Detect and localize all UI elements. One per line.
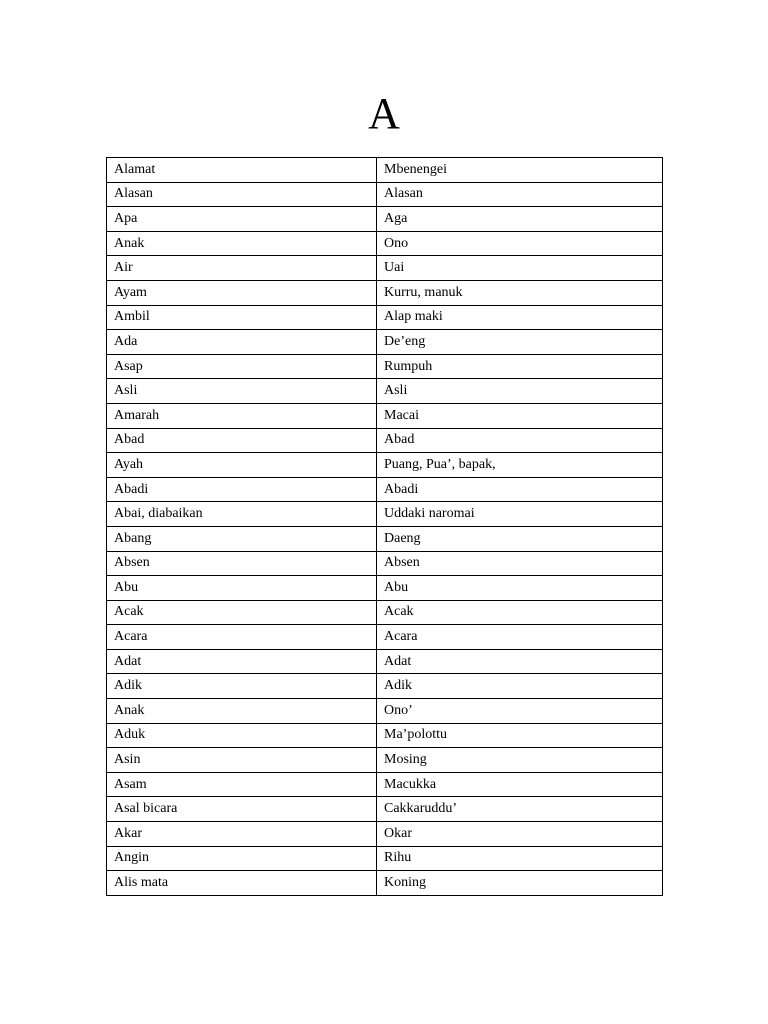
table-row	[107, 182, 663, 207]
table-row	[107, 600, 663, 625]
word-cell: Angin	[107, 846, 377, 871]
table-row	[107, 256, 663, 281]
word-cell: Abang	[107, 526, 377, 551]
word-cell: Adik	[107, 674, 377, 699]
word-cell: Asli	[107, 379, 377, 404]
table-row	[107, 231, 663, 256]
table-row	[107, 379, 663, 404]
table-row	[107, 625, 663, 650]
translation-cell: Uddaki naromai	[377, 502, 663, 527]
table-row	[107, 748, 663, 773]
word-cell: Abadi	[107, 477, 377, 502]
word-cell: Abai, diabaikan	[107, 502, 377, 527]
table-row	[107, 453, 663, 478]
translation-cell: Kurru, manuk	[377, 280, 663, 305]
word-cell: Alamat	[107, 158, 377, 183]
translation-cell: Abadi	[377, 477, 663, 502]
word-cell: Abu	[107, 576, 377, 601]
table-row	[107, 158, 663, 183]
page-heading: A	[368, 89, 400, 138]
translation-cell: Macukka	[377, 772, 663, 797]
table-row	[107, 822, 663, 847]
translation-cell: Acak	[377, 600, 663, 625]
table-row	[107, 526, 663, 551]
word-cell: Asap	[107, 354, 377, 379]
table-row	[107, 330, 663, 355]
translation-cell: Alap maki	[377, 305, 663, 330]
word-cell: Aduk	[107, 723, 377, 748]
word-cell: Asam	[107, 772, 377, 797]
table-row	[107, 477, 663, 502]
table-row	[107, 871, 663, 896]
word-cell: Anak	[107, 699, 377, 724]
word-cell: Ayam	[107, 280, 377, 305]
translation-cell: Macai	[377, 403, 663, 428]
word-cell: Acak	[107, 600, 377, 625]
translation-cell: Cakkaruddu’	[377, 797, 663, 822]
translation-cell: Acara	[377, 625, 663, 650]
table-row	[107, 797, 663, 822]
glossary-body	[107, 158, 663, 896]
table-row	[107, 699, 663, 724]
table-row	[107, 305, 663, 330]
translation-cell: Rumpuh	[377, 354, 663, 379]
table-row	[107, 846, 663, 871]
word-cell: Ambil	[107, 305, 377, 330]
translation-cell: Koning	[377, 871, 663, 896]
translation-cell: Adik	[377, 674, 663, 699]
table-row	[107, 354, 663, 379]
translation-cell: Abu	[377, 576, 663, 601]
word-cell: Air	[107, 256, 377, 281]
word-cell: Amarah	[107, 403, 377, 428]
word-cell: Apa	[107, 207, 377, 232]
word-cell: Anak	[107, 231, 377, 256]
word-cell: Ayah	[107, 453, 377, 478]
translation-cell: Aga	[377, 207, 663, 232]
translation-cell: Daeng	[377, 526, 663, 551]
translation-cell: Rihu	[377, 846, 663, 871]
word-cell: Akar	[107, 822, 377, 847]
word-cell: Asin	[107, 748, 377, 773]
word-cell: Adat	[107, 649, 377, 674]
table-row	[107, 280, 663, 305]
translation-cell: Okar	[377, 822, 663, 847]
translation-cell: Alasan	[377, 182, 663, 207]
word-cell: Asal bicara	[107, 797, 377, 822]
table-row	[107, 502, 663, 527]
translation-cell: De’eng	[377, 330, 663, 355]
glossary-table	[106, 157, 663, 896]
translation-cell: Mosing	[377, 748, 663, 773]
table-row	[107, 207, 663, 232]
table-row	[107, 576, 663, 601]
translation-cell: Adat	[377, 649, 663, 674]
word-cell: Abad	[107, 428, 377, 453]
translation-cell: Mbenengei	[377, 158, 663, 183]
translation-cell: Ono	[377, 231, 663, 256]
table-row	[107, 674, 663, 699]
translation-cell: Ono’	[377, 699, 663, 724]
translation-cell: Puang, Pua’, bapak,	[377, 453, 663, 478]
word-cell: Absen	[107, 551, 377, 576]
table-row	[107, 403, 663, 428]
translation-cell: Uai	[377, 256, 663, 281]
translation-cell: Ma’polottu	[377, 723, 663, 748]
translation-cell: Abad	[377, 428, 663, 453]
word-cell: Alis mata	[107, 871, 377, 896]
table-row	[107, 428, 663, 453]
word-cell: Ada	[107, 330, 377, 355]
table-row	[107, 723, 663, 748]
translation-cell: Absen	[377, 551, 663, 576]
word-cell: Alasan	[107, 182, 377, 207]
translation-cell: Asli	[377, 379, 663, 404]
table-row	[107, 772, 663, 797]
table-row	[107, 649, 663, 674]
word-cell: Acara	[107, 625, 377, 650]
table-row	[107, 551, 663, 576]
